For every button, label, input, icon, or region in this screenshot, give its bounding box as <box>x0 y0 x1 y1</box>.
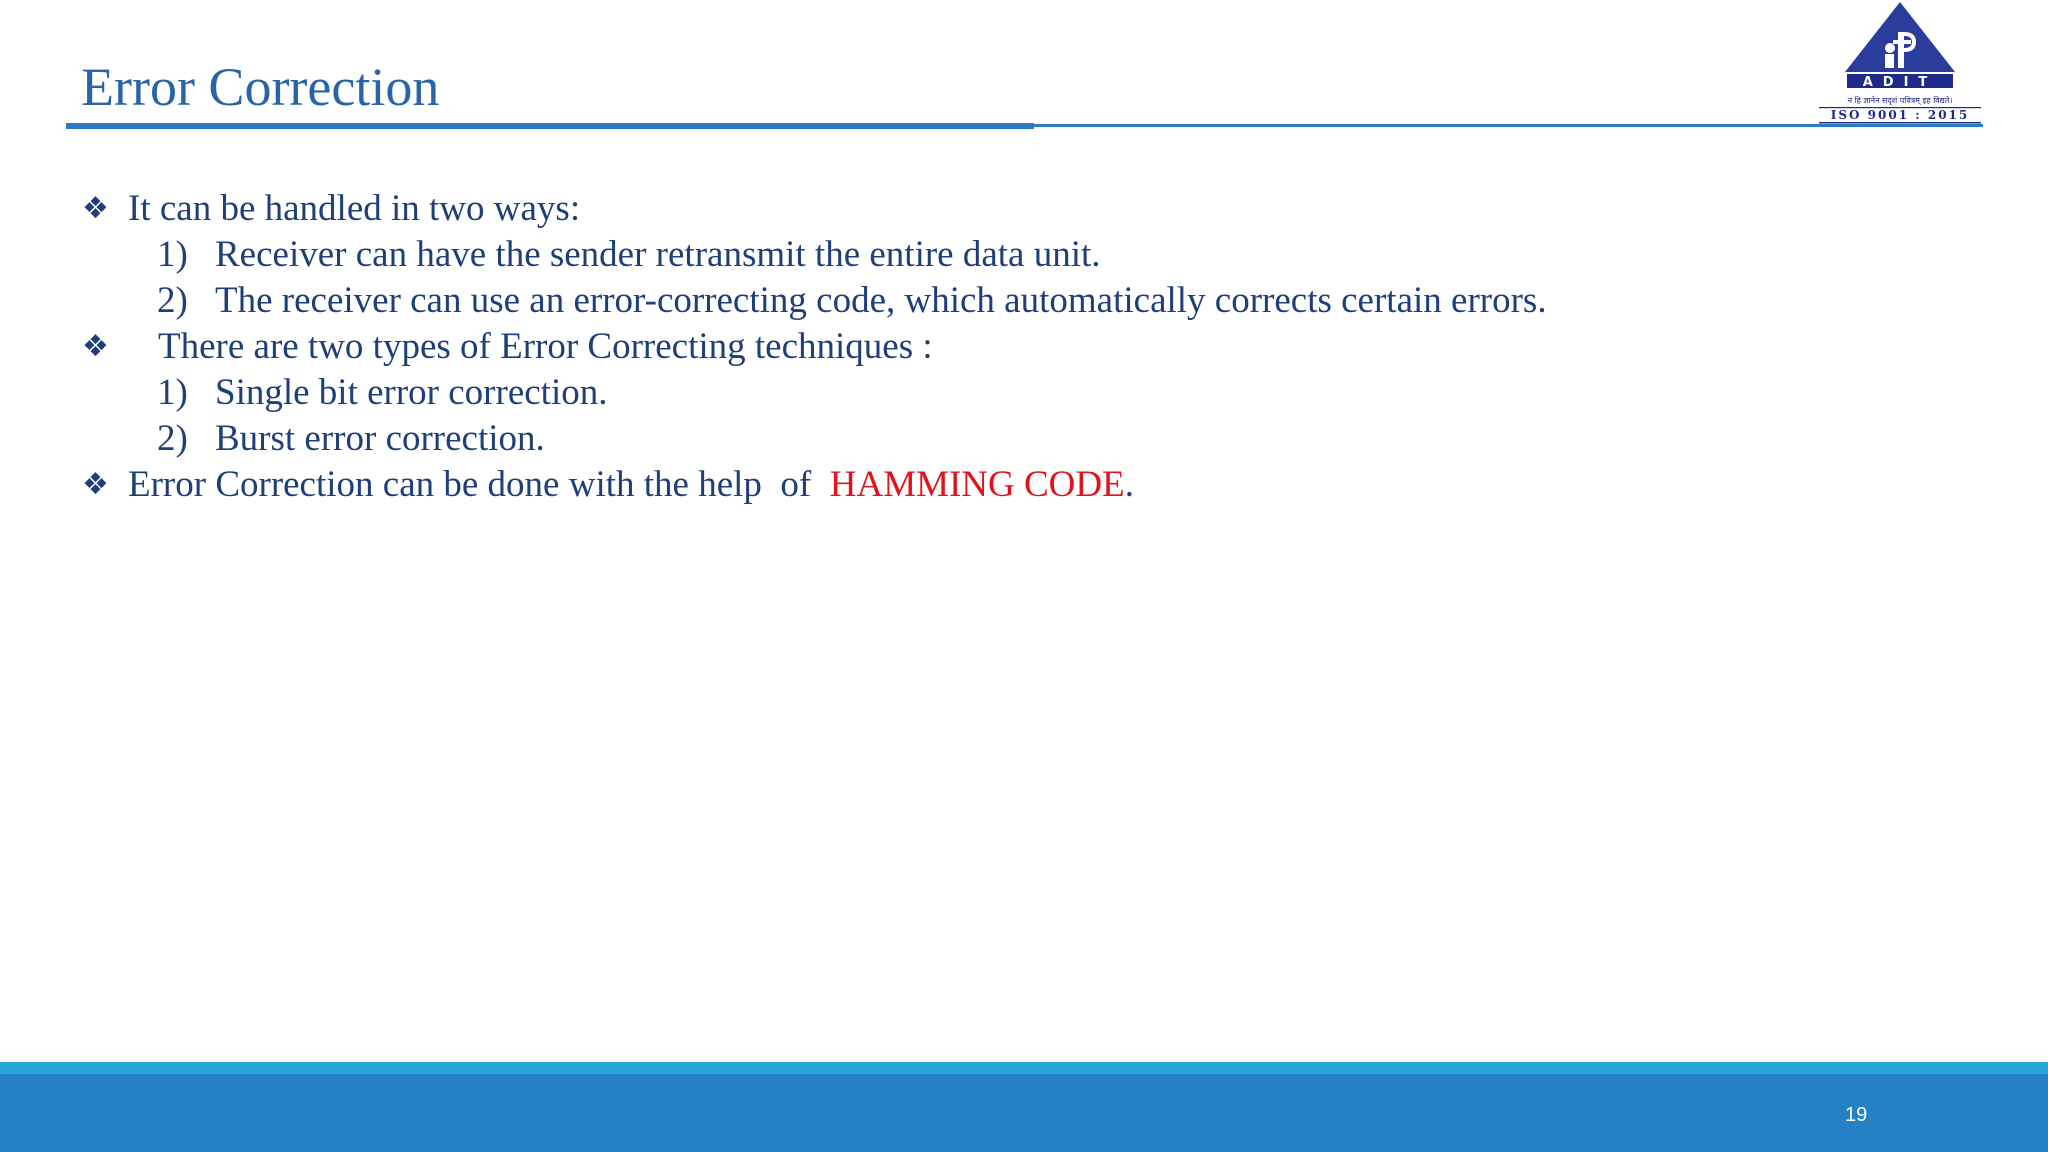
bullet-diamond-icon: ❖ <box>82 467 109 502</box>
bullet-text <box>128 462 1134 508</box>
bullet-item <box>80 324 1960 370</box>
sub-item-number: 1) <box>157 234 188 275</box>
bullet-text: There are two types of Error Correcting techniques : <box>158 326 933 367</box>
sub-item-number: 2) <box>157 280 188 321</box>
logo-certification: ISO 9001 : 2015 <box>1830 108 1970 122</box>
sub-item <box>80 416 1960 462</box>
title-underline-thick <box>66 123 1034 129</box>
logo-wordmark: ADIT <box>1862 75 1938 90</box>
sub-item-number: 1) <box>157 372 188 413</box>
bullet-text-after: . <box>1124 464 1134 505</box>
hamming-code-highlight: HAMMING CODE <box>829 464 1125 505</box>
sub-item <box>80 232 1960 278</box>
sub-item <box>80 278 1960 324</box>
sub-item-number: 2) <box>157 418 188 459</box>
footer-bar <box>0 1074 2048 1152</box>
bullet-text-before: Error Correction can be done with the help of <box>128 464 830 505</box>
footer-accent-strip <box>0 1062 2048 1074</box>
slide-title: Error Correction <box>81 57 440 117</box>
sub-item-text: The receiver can use an error-correcting code, which automatically corrects certain errors. <box>215 280 1547 321</box>
page-number: 19 <box>1845 1104 1868 1126</box>
sub-item <box>80 370 1960 416</box>
bullet-item <box>80 462 1960 508</box>
sub-item-text: Receiver can have the sender retransmit the entire data unit. <box>215 234 1101 275</box>
slide-content <box>80 186 1960 508</box>
sub-item-text: Single bit error correction. <box>215 372 608 413</box>
bullet-text: It can be handled in two ways: <box>128 188 581 229</box>
bullet-item <box>80 186 1960 232</box>
logo-tagline: न हि ज्ञानेन सदृशं पवित्रम् इह विद्यते। <box>1847 96 1953 105</box>
bullet-diamond-icon: ❖ <box>82 191 109 226</box>
adit-logo <box>1819 0 1981 126</box>
bullet-diamond-icon: ❖ <box>82 329 109 364</box>
sub-item-text: Burst error correction. <box>215 418 545 459</box>
